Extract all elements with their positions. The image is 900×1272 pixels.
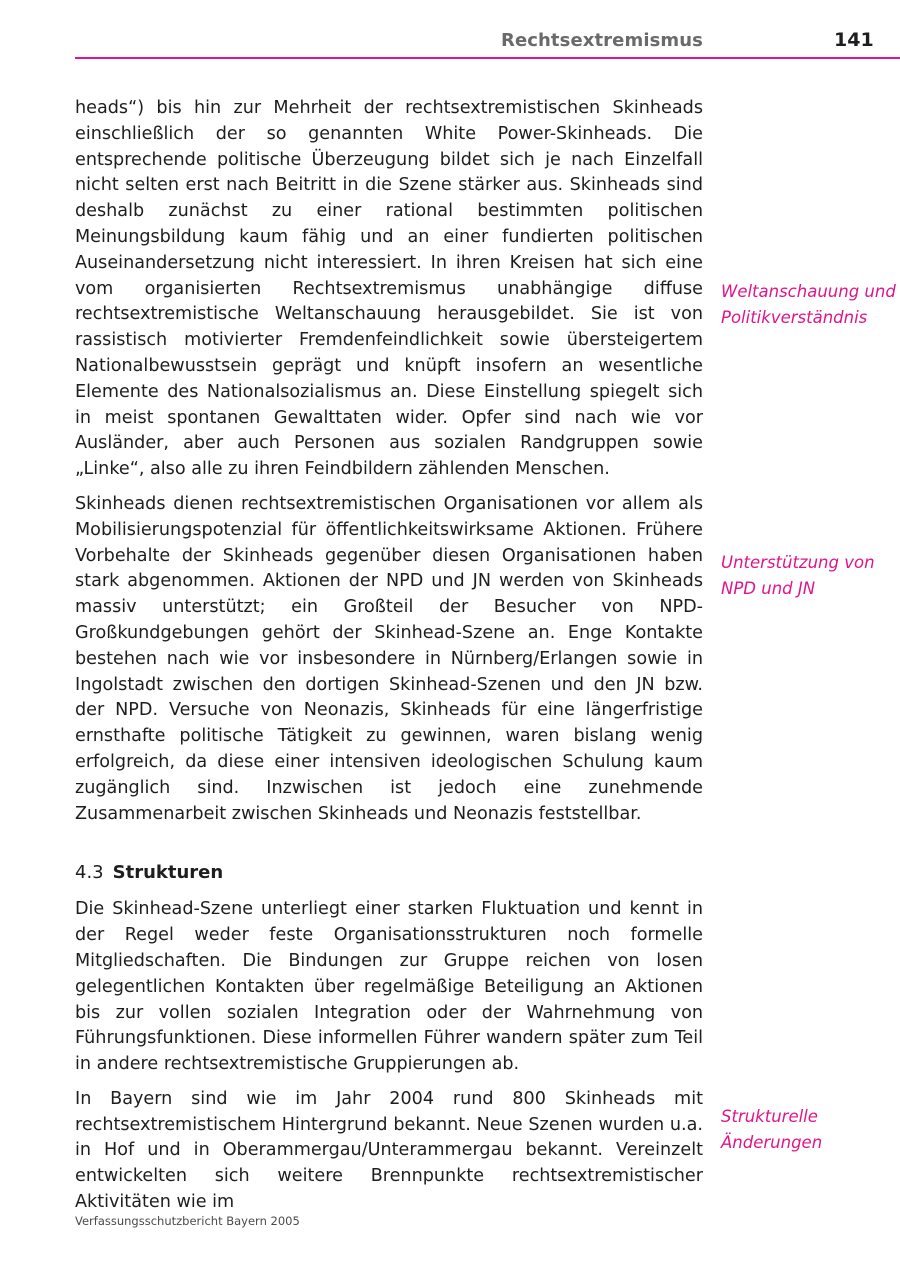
section-number: 4.3 xyxy=(75,862,104,884)
paragraph-skinhead-organizations: Skinheads dienen rechtsextremistischen Organisationen vor allem als Mobilisierungspotenzial für öffentlichkeitswirksame Aktionen. Frühere Vorbehalte der Skinheads gegenüber diesen Organisationen haben stark abgenommen. Aktionen der NPD und JN werden von Skinheads massiv unterstützt; ein Großteil der Besucher von NPD-Großkundgebungen gehört der Skinhead-Szene an. Enge Kontakte bestehen nach wie vor insbesondere in Nürnberg/Erlangen sowie in Ingolstadt zwischen den dortigen Skinhead-Szenen und den JN bzw. der NPD. Versuche von Neonazis, Skinheads für eine längerfristige ernsthafte politische Tätigkeit zu gewinnen, waren bislang wenig erfolgreich, da diese einer intensiven ideologischen Schulung kaum zugänglich sind. Inzwischen ist jedoch eine zunehmende Zusammenarbeit zwischen Skinheads und Neonazis feststellbar. xyxy=(75,493,703,824)
header-divider xyxy=(75,57,900,59)
section-heading xyxy=(75,860,703,886)
margin-note-structural-changes: Strukturelle Änderungen xyxy=(721,1107,823,1152)
paragraph-skinhead-ideology: heads“) bis hin zur Mehrheit der rechtsextremistischen Skinheads einschließlich der so genannten White Power-Skinheads. Die entsprechende politische Überzeugung bildet sich je nach Einzelfall nicht selten erst nach Beitritt in die Szene stärker aus. Skinheads sind deshalb zunächst zu einer rational bestimmten politischen Meinungsbildung kaum fähig und an einer fundierten politischen Auseinandersetzung nicht interessiert. In ihren Kreisen hat sich eine vom organisierten Rechtsextremismus unabhängige diffuse rechtsextremistische Weltanschauung herausgebildet. Sie ist von rassistisch motivierter Fremdenfeindlichkeit sowie übersteigertem Nationalbewusstsein geprägt und knüpft insofern an wesentliche Elemente des Nationalsozialismus an. Diese Einstellung spiegelt sich in meist spontanen Gewalttaten wider. Opfer sind nach wie vor Ausländer, aber auch Personen aus sozialen Randgruppen sowie „Linke“, also alle zu ihren Feindbildern zählenden Menschen. xyxy=(75,98,703,480)
page-footer: Verfassungsschutzbericht Bayern 2005 xyxy=(75,1214,300,1228)
section-title: Strukturen xyxy=(112,862,224,884)
paragraph-bavaria: In Bayern sind wie im Jahr 2004 rund 800 Skinheads mit rechtsextremistischem Hintergrund bekannt. Neue Szenen wurden u.a. in Hof und in Oberammergau/Unterammergau bekannt. Vereinzelt entwickelten sich weitere Brennpunkte rechtsextremistischer Aktivitäten wie im xyxy=(75,1088,703,1213)
paragraph-structures: Die Skinhead-Szene unterliegt einer starken Fluktuation und kennt in der Regel weder feste Organisationsstrukturen noch formelle Mitgliedschaften. Die Bindungen zur Gruppe reichen von losen gelegentlichen Kontakten über regelmäßige Beteiligung an Aktionen bis zur vollen sozialen Integration oder der Wahrnehmung von Führungsfunktionen. Diese informellen Führer wandern später zum Teil in andere rechtsextremistische Gruppierungen ab. xyxy=(75,899,703,1075)
page-number: 141 xyxy=(834,29,874,51)
main-text-column xyxy=(75,96,703,1216)
margin-note-worldview: Weltanschauung und Politikverständnis xyxy=(721,282,896,327)
header-title: Rechtsextremismus xyxy=(500,30,703,51)
margin-note-npd-support: Unterstützung von NPD und JN xyxy=(721,553,875,598)
